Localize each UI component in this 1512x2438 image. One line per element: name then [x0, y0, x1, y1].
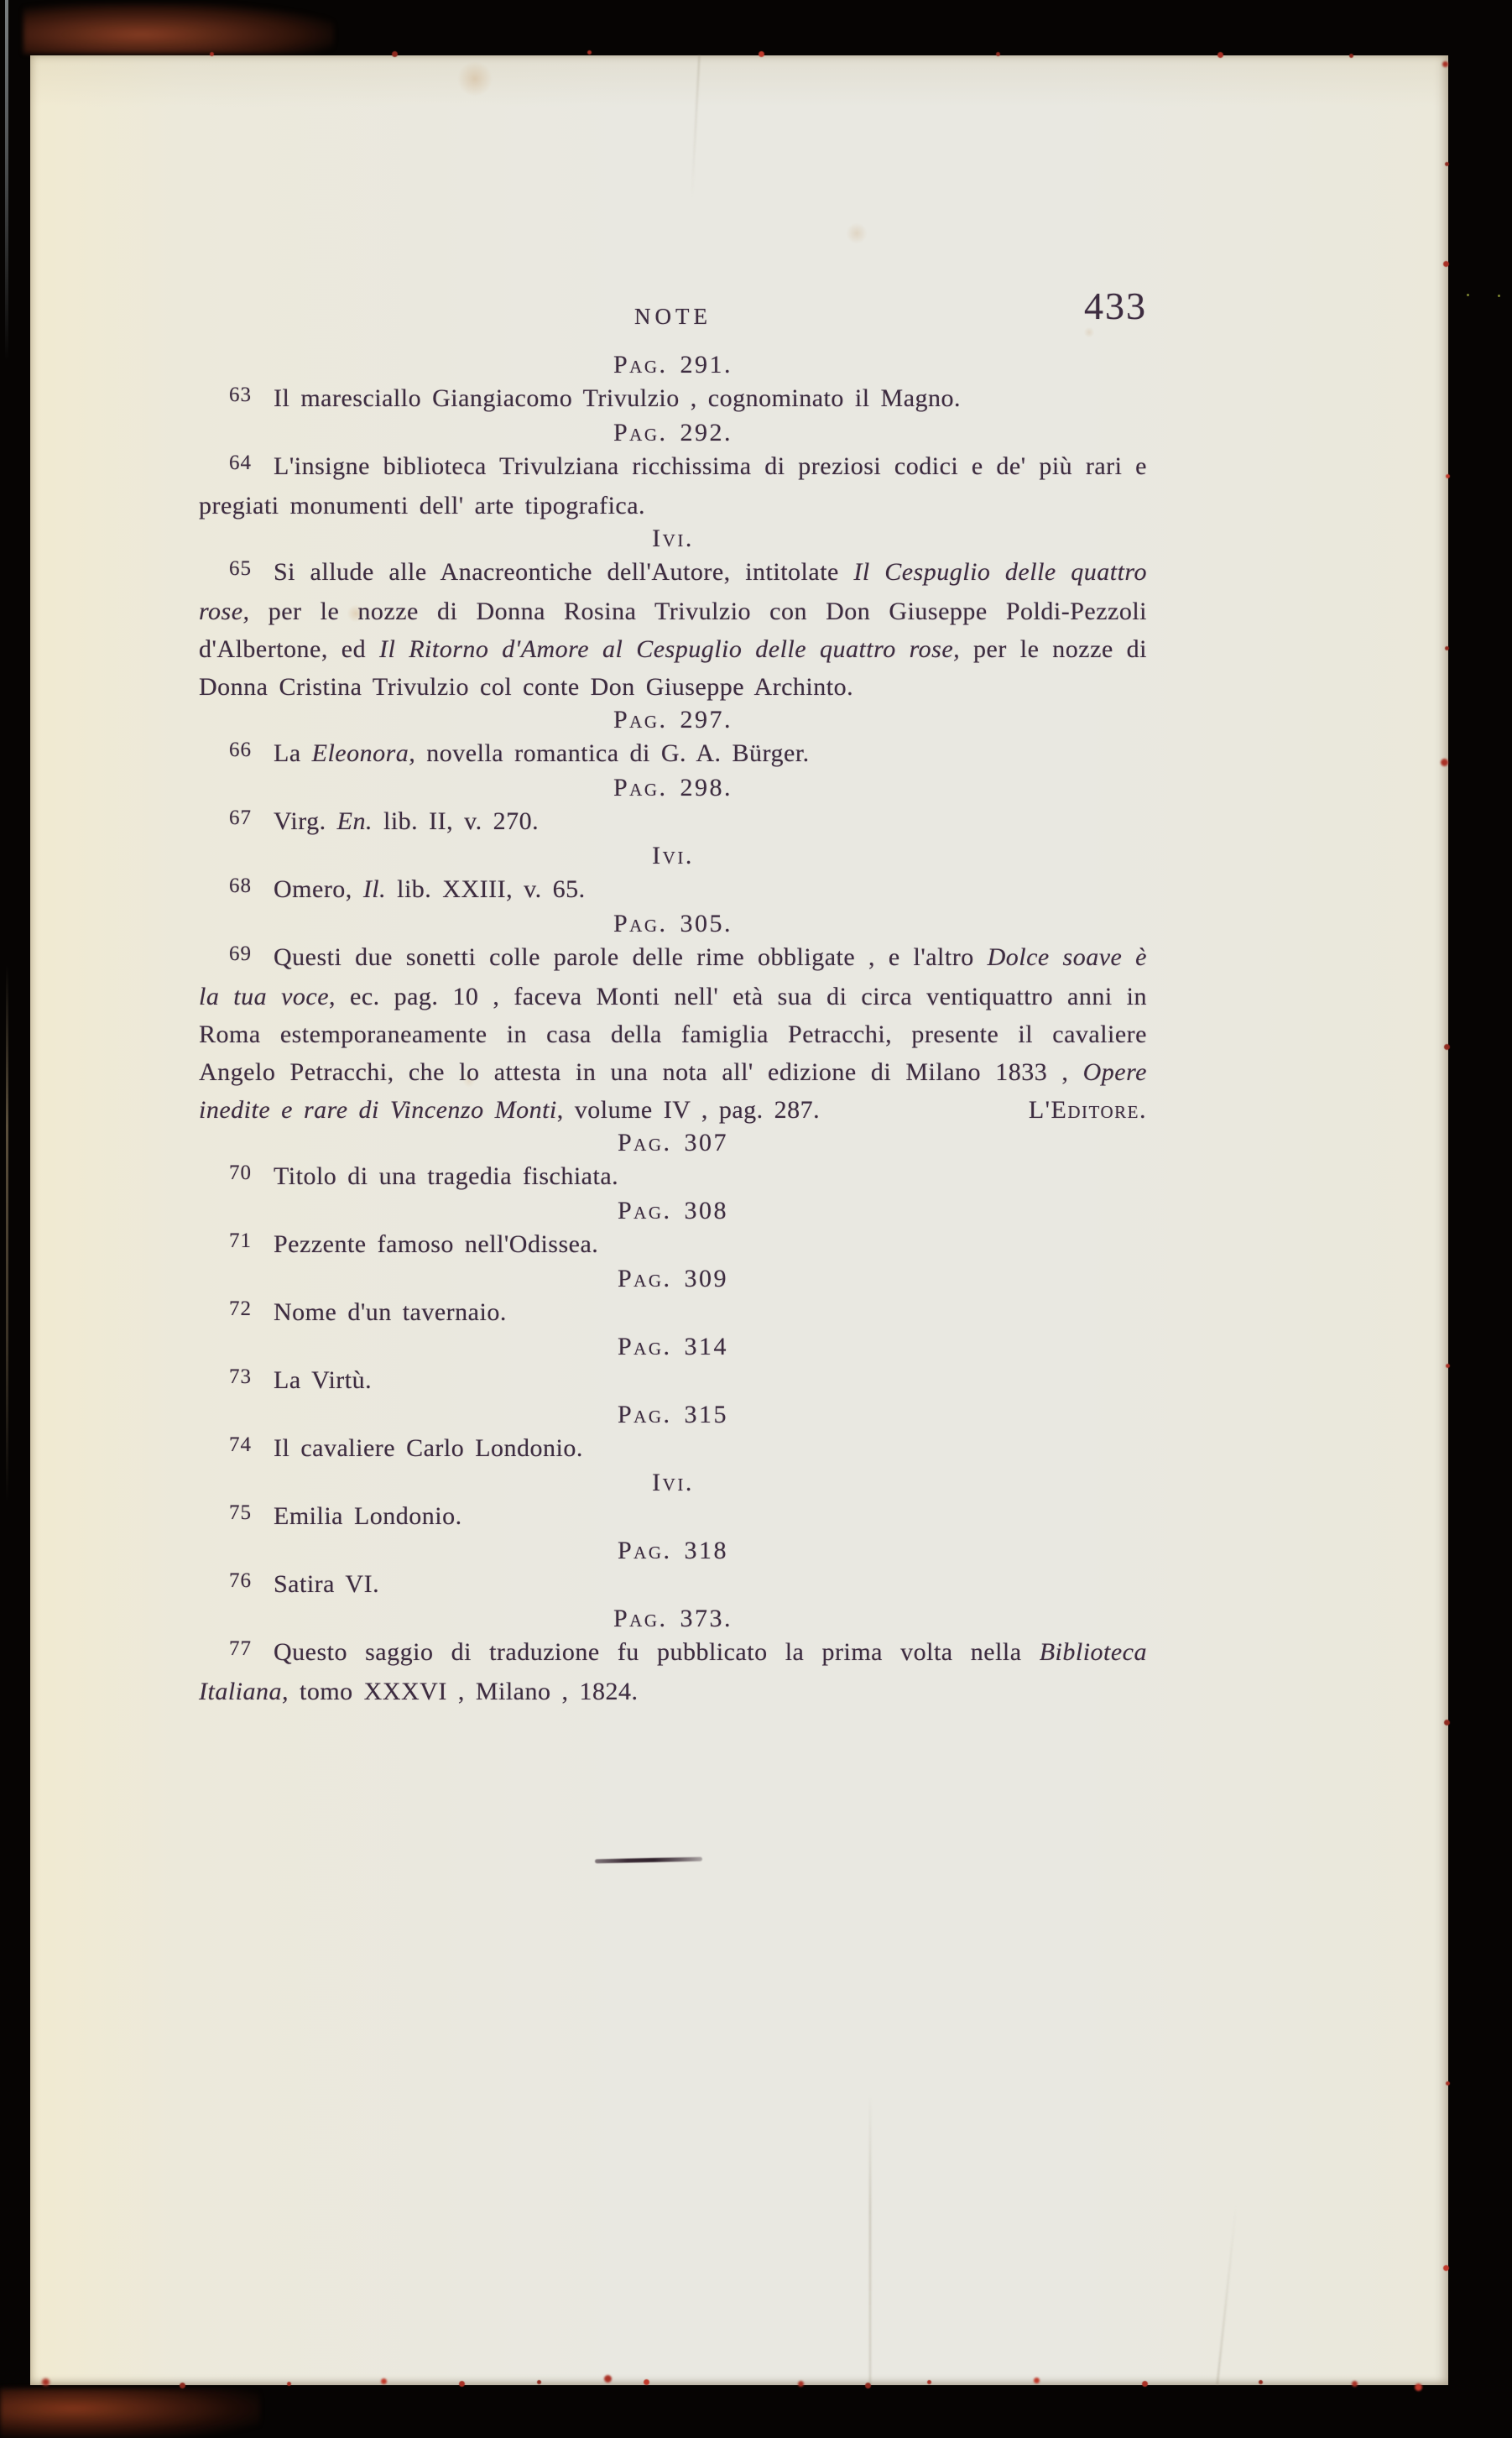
- note-number: 77: [229, 1637, 252, 1660]
- left-edge-glint: [5, 0, 8, 361]
- note-number: 66: [229, 739, 252, 761]
- note-number: 65: [229, 557, 252, 580]
- page-ref-heading: Pag. 315: [617, 1401, 728, 1428]
- note-number: 72: [229, 1297, 252, 1320]
- note-item: [199, 1293, 1147, 1333]
- note-number: 74: [229, 1433, 252, 1456]
- page-ref-heading: Pag. 318: [617, 1537, 728, 1564]
- page-ref-heading: Pag. 307: [617, 1129, 728, 1156]
- page-ref-heading: Pag. 305.: [613, 910, 733, 937]
- page-ref-heading: Pag. 297.: [613, 706, 733, 733]
- page-ref-heading: Pag. 291.: [613, 351, 733, 378]
- note-text-segment: Opere inedite e rare di Vincenzo Monti: [199, 1058, 1147, 1124]
- editor-signature: L'Editore.: [1028, 1096, 1147, 1124]
- note-text-segment: En.: [336, 807, 373, 835]
- note-number: 71: [229, 1229, 252, 1252]
- page-ref-heading: Pag. 292.: [613, 419, 733, 446]
- note-item: [199, 553, 1147, 706]
- note-number: 64: [229, 452, 252, 474]
- note-number: 73: [229, 1365, 252, 1388]
- notes-content: [199, 351, 1147, 1862]
- note-item: [199, 1497, 1147, 1537]
- note-item: [199, 1157, 1147, 1197]
- note-item: [199, 802, 1147, 842]
- page-ref-heading: Pag. 314: [617, 1333, 728, 1360]
- note-text-segment: novella romantica di G. A. Bürger.: [415, 739, 810, 767]
- note-text-segment: Omero,: [274, 875, 363, 903]
- note-text-segment: Il Cespuglio delle quattro rose,: [199, 558, 1147, 625]
- note-text-segment: Si allude alle Anacreontiche dell'Autore, intitolate: [274, 558, 854, 586]
- page-ref-heading: Pag. 309: [617, 1265, 728, 1292]
- note-number: 63: [229, 384, 252, 406]
- note-text-segment: Virg.: [274, 807, 337, 835]
- note-number: 67: [229, 807, 252, 829]
- ivi-heading: Ivi.: [652, 525, 694, 552]
- spine-leather-top: [23, 3, 334, 54]
- note-text-segment: lib. XXIII, v. 65.: [386, 875, 586, 903]
- note-text-segment: Il Ritorno d'Amore al Cespuglio delle quattro rose,: [378, 635, 961, 663]
- note-item: [199, 1633, 1147, 1710]
- paper-crease-top: [691, 55, 701, 198]
- note-text-segment: Il cavaliere Carlo Londonio.: [274, 1434, 583, 1462]
- note-item: [199, 734, 1147, 774]
- page-header: [199, 285, 1147, 346]
- note-text-segment: La Virtù.: [274, 1366, 373, 1394]
- note-text-segment: La: [274, 739, 312, 767]
- note-item: [199, 1361, 1147, 1401]
- note-text-segment: Questi due sonetti colle parole delle rime obbligate , e l'altro: [274, 943, 988, 971]
- note-number: 76: [229, 1569, 252, 1592]
- note-text-segment: Satira VI.: [274, 1570, 380, 1598]
- note-text-segment: Pezzente famoso nell'Odissea.: [274, 1230, 599, 1258]
- note-text-segment: , volume IV , pag. 287.: [556, 1096, 821, 1124]
- dust-speck: [1467, 294, 1469, 296]
- note-text-segment: tomo XXXVI , Milano , 1824.: [289, 1678, 639, 1705]
- note-text-segment: Eleonora,: [311, 739, 416, 767]
- page-ref-heading: Pag. 298.: [613, 774, 733, 801]
- note-number: 69: [229, 942, 252, 965]
- ivi-heading: Ivi.: [652, 842, 694, 869]
- note-text-segment: Questo saggio di traduzione fu pubblicato la prima volta nella: [274, 1638, 1040, 1666]
- edge-dye-speckles: [0, 0, 4, 4]
- note-text-segment: Dolce soave è la tua voce: [199, 943, 1147, 1010]
- note-text-segment: L'insigne biblioteca Trivulziana ricchissima di preziosi codici e de' più rari e pregiati monumenti dell' arte tipografica.: [199, 452, 1147, 519]
- note-text-segment: Titolo di una tragedia fischiata.: [274, 1162, 619, 1190]
- page-ref-heading: Pag. 308: [617, 1197, 728, 1224]
- running-title: NOTE: [634, 304, 712, 329]
- note-text-segment: per le nozze di Donna Cristina Trivulzio col conte Don Giuseppe Archinto.: [199, 635, 1147, 701]
- note-text-segment: Il maresciallo Giangiacomo Trivulzio , cognominato il Magno.: [274, 384, 962, 412]
- page-number: 433: [1084, 285, 1147, 327]
- ivi-heading: Ivi.: [652, 1469, 694, 1496]
- note-item: [199, 938, 1147, 1129]
- note-item: [199, 1565, 1147, 1605]
- note-number: 75: [229, 1501, 252, 1524]
- note-item: [199, 870, 1147, 910]
- paper-crease-bottom-center: [869, 2095, 871, 2385]
- note-text-segment: per le nozze di Donna Rosina Trivulzio con Don Giuseppe Poldi-Pezzoli d'Albertone, ed: [199, 598, 1147, 663]
- note-text-segment: , ec. pag. 10 , faceva Monti nell' età sua di circa ventiquattro anni in Roma estemporaneamente in casa della famiglia Petracchi, presente il cavaliere Angelo Petracchi, che lo attesta in una nota all' edizione di Milano 1833 ,: [199, 983, 1147, 1086]
- note-item: [199, 1429, 1147, 1469]
- note-item: [199, 379, 1147, 419]
- page-ref-heading: Pag. 373.: [613, 1605, 733, 1632]
- paper-crease-bottom-right: [1217, 2204, 1238, 2384]
- end-divider: [595, 1857, 702, 1864]
- left-edge-glint-lower: [6, 965, 8, 1502]
- note-item: [199, 1225, 1147, 1265]
- spine-leather-bottom: [0, 2388, 260, 2438]
- note-number: 68: [229, 874, 252, 897]
- note-text-segment: Nome d'un tavernaio.: [274, 1298, 507, 1326]
- note-item: [199, 447, 1147, 525]
- note-text-segment: Il.: [362, 875, 387, 903]
- note-number: 70: [229, 1162, 252, 1184]
- note-text-segment: Emilia Londonio.: [274, 1502, 462, 1530]
- note-text-segment: Biblioteca Italiana,: [199, 1638, 1147, 1705]
- book-page: [30, 55, 1448, 2385]
- note-text-segment: lib. II, v. 270.: [372, 807, 540, 835]
- dust-speck: [1498, 295, 1500, 297]
